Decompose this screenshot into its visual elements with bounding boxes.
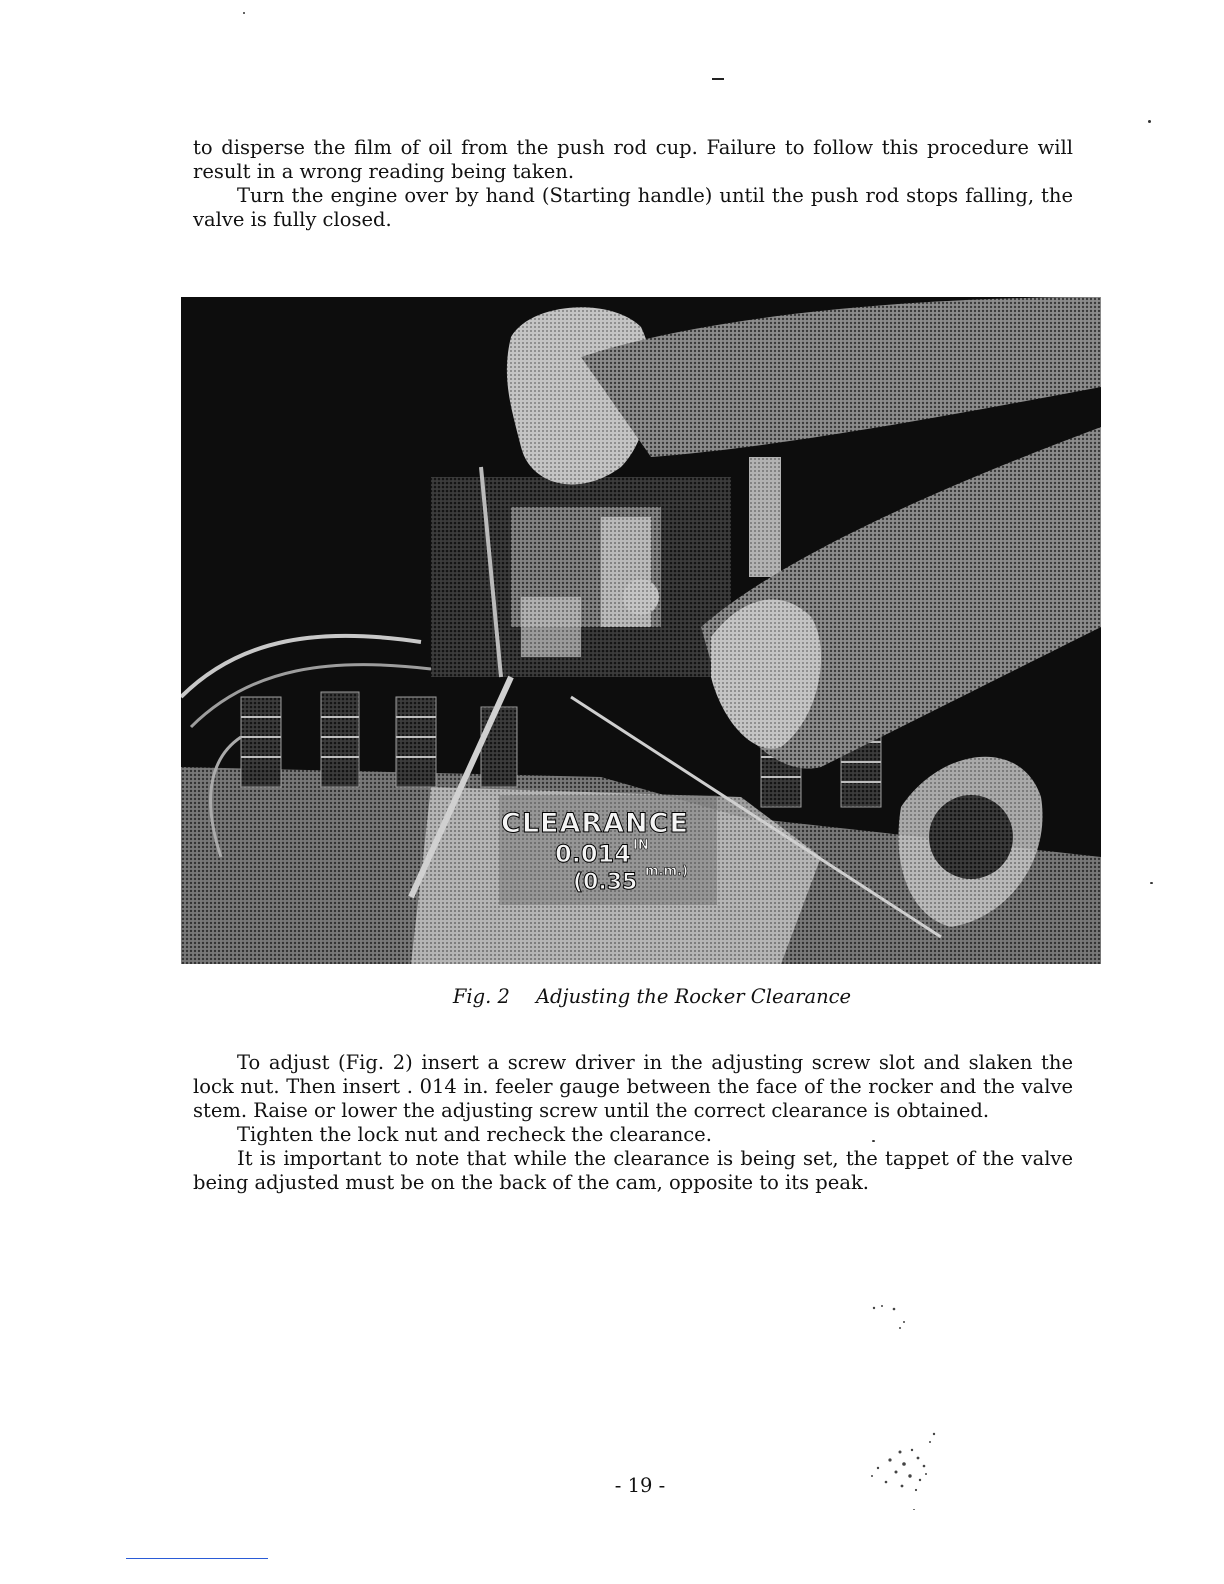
scan-speck [1148, 120, 1151, 123]
intro-text [193, 136, 1073, 232]
body-paragraph-2: Tighten the lock nut and recheck the clearance. [237, 1123, 712, 1146]
intro-paragraph-1: to disperse the film of oil from the push rod cup. Failure to follow this procedure will result in a wrong reading being taken. [193, 136, 1073, 183]
footnote-rule [126, 1558, 268, 1559]
clearance-heading: CLEARANCE [501, 808, 689, 839]
intro-paragraph-2: Turn the engine over by hand (Starting handle) until the push rod stops falling, the valve is fully closed. [193, 184, 1073, 231]
filter-opening [929, 795, 1013, 879]
clearance-value-mm: (0.35 [573, 870, 638, 895]
scan-speck [243, 12, 245, 14]
engine-photo-illustration [181, 297, 1101, 964]
clearance-value-in: 0.014 [555, 840, 631, 868]
clearance-unit-in: IN [633, 838, 649, 853]
clearance-unit-mm: m.m.) [645, 864, 688, 879]
figure-number: Fig. 2 [452, 985, 510, 1008]
figure-photo [181, 297, 1101, 964]
figure-caption [0, 985, 1224, 1008]
body-text [193, 1051, 1073, 1195]
top-dash-mark [712, 78, 724, 80]
scan-speck [1150, 882, 1153, 884]
body-paragraph-3: It is important to note that while the clearance is being set, the tappet of the valve being adjusted must be on the back of the cam, opposite to its peak. [193, 1147, 1073, 1194]
clearance-overlay [499, 795, 717, 905]
page-number: - 19 - [614, 1474, 666, 1497]
rocker-assembly [431, 467, 731, 677]
body-paragraph-1: To adjust (Fig. 2) insert a screw driver in the adjusting screw slot and slaken the lock nut. Then insert . 014 in. feeler gauge between the face of the rocker and the valve stem. Raise or lower the adjusting screw until the correct clearance is obtained. [193, 1051, 1073, 1122]
rocker-cover-stud [749, 457, 781, 577]
figure-title: Adjusting the Rocker Clearance [535, 985, 852, 1008]
